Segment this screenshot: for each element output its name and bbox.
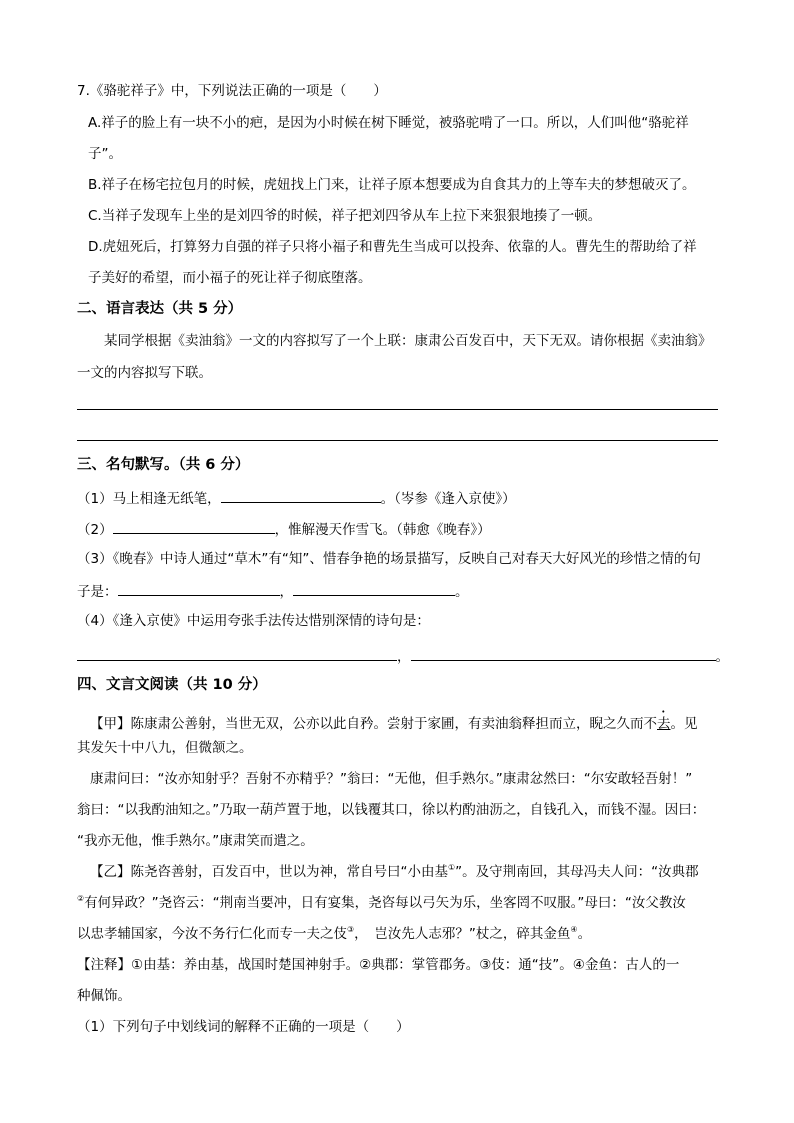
passage-jia-text-c: 。见 bbox=[670, 716, 698, 732]
passage-jia-line-4: 翁曰：“以我酌油知之。”乃取一葫芦置于地，以钱覆其口，徐以杓酌油沥之，自钱孔入，而钱不湿。因曰： bbox=[77, 802, 706, 818]
recitation-q1-blank[interactable] bbox=[221, 488, 381, 503]
passage-jia-underlined-word: 去 bbox=[657, 716, 671, 732]
recitation-q3-line-1: （3）《晚春》中诗人通过“草木”有“知”、惜春争艳的场景描写，反映自己对春天大好风光的珍惜之情的句 bbox=[77, 551, 701, 567]
recitation-q3-blank-1[interactable] bbox=[118, 581, 280, 596]
passage-yi-line-2 bbox=[77, 894, 686, 912]
passage-yi-line-1 bbox=[90, 863, 699, 881]
recitation-q4-blank-1[interactable] bbox=[77, 646, 397, 661]
section-2-title: 二、语言表达（共 5 分） bbox=[77, 301, 243, 317]
section-3-title: 三、名句默写。（共 6 分） bbox=[77, 457, 250, 473]
recitation-q1-text-a: （1）马上相逢无纸笔， bbox=[77, 491, 221, 507]
section-2-prompt-line-2: 一文的内容拟写下联。 bbox=[77, 365, 212, 381]
passage-yi-text-3c: 。 bbox=[577, 926, 592, 942]
passage-question-1: （1）下列句子中划线词的解释不正确的一项是（ ） bbox=[77, 1019, 410, 1035]
passage-jia-line-5: “我亦无他，惟手熟尔。”康肃笑而遣之。 bbox=[77, 833, 314, 849]
passage-yi-text-3b: ， 岂汝先人志邪？”杖之，碎其金鱼 bbox=[354, 926, 571, 942]
passage-yi-text-b: ”。及守荆南回，其母冯夫人问：“汝典郡 bbox=[455, 864, 699, 880]
recitation-q4-text-c: 。 bbox=[715, 649, 729, 665]
answer-line-1[interactable] bbox=[77, 409, 718, 410]
passage-yi-text-3a: 以忠孝辅国家，今汝不务行仁化而专一夫之伎 bbox=[77, 926, 347, 942]
section-2-prompt-line-1: 某同学根据《卖油翁》一文的内容拟写了一个上联：康肃公百发百中，天下无双。请你根据《卖油翁》 bbox=[104, 333, 712, 349]
passage-jia-line-1 bbox=[90, 708, 698, 733]
recitation-q3-blank-2[interactable] bbox=[293, 581, 455, 596]
annotation-line-1: 【注释】①由基：养由基，战国时楚国神射手。②典郡：掌管郡务。③伎：通“技”。④金鱼：古人的一 bbox=[77, 957, 680, 973]
recitation-q1-text-b: 。（岑参《逢入京使》） bbox=[380, 491, 516, 507]
footnote-marker-2: ② bbox=[77, 894, 85, 903]
passage-jia-text-a: 【甲】陈康肃公善射，当世无双，公亦以此自矜。尝射于家圃，有卖油翁释担而立，睨之久而不 bbox=[90, 716, 657, 732]
recitation-q3-text-b: ， bbox=[279, 584, 293, 600]
recitation-q2-text-a: （2） bbox=[77, 522, 113, 538]
recitation-q2-blank[interactable] bbox=[113, 519, 275, 534]
option-a-line-2: 子”。 bbox=[88, 146, 122, 162]
passage-jia-line-2: 其发矢十中八九，但微颔之。 bbox=[77, 740, 253, 756]
recitation-q3-text-a: 子是： bbox=[77, 584, 118, 600]
footnote-marker-1: ① bbox=[448, 863, 456, 872]
option-d-line-2: 子美好的希望，而小福子的死让祥子彻底堕落。 bbox=[88, 270, 372, 286]
recitation-q3-line-2 bbox=[77, 581, 469, 601]
passage-yi-line-3 bbox=[77, 925, 591, 943]
recitation-q2 bbox=[77, 519, 491, 539]
option-c: C.当祥子发现车上坐的是刘四爷的时候，祥子把刘四爷从车上拉下来狠狠地揍了一顿。 bbox=[88, 208, 602, 224]
option-a-line-1: A.祥子的脸上有一块不小的疤，是因为小时候在树下睡觉，被骆驼啃了一口。所以，人们叫他“骆驼祥 bbox=[88, 115, 689, 131]
footnote-marker-3: ③ bbox=[347, 925, 355, 934]
recitation-q4-line-1: （4）《逢入京使》中运用夸张手法传达惜别深情的诗句是： bbox=[77, 613, 430, 629]
option-b: B.祥子在杨宅拉包月的时候，虎妞找上门来，让祥子原本想要成为自食其力的上等车夫的梦想破灭了。 bbox=[88, 177, 696, 193]
answer-line-2[interactable] bbox=[77, 440, 718, 441]
passage-yi-text-a: 【乙】陈尧咨善射，百发百中，世以为神，常自号曰“小由基 bbox=[90, 864, 448, 880]
option-d-line-1: D.虎妞死后，打算努力自强的祥子只将小福子和曹先生当成可以投奔、依靠的人。曹先生的帮助给了祥 bbox=[88, 239, 697, 255]
recitation-q4-blank-2[interactable] bbox=[411, 646, 716, 661]
recitation-q2-text-b: ，惟解漫天作雪飞。（韩愈《晚春》） bbox=[274, 522, 491, 538]
footnote-marker-4: ④ bbox=[570, 925, 578, 934]
annotation-line-2: 种佩饰。 bbox=[77, 988, 131, 1004]
question-7-stem: 7.《骆驼祥子》中，下列说法正确的一项是（ ） bbox=[77, 83, 387, 99]
recitation-q3-text-c: 。 bbox=[455, 584, 469, 600]
recitation-q1 bbox=[77, 488, 516, 508]
recitation-q4-line-2 bbox=[77, 646, 729, 666]
passage-yi-text-2: 有何异政？”尧咨云：“荆南当要冲，日有宴集，尧咨每以弓矢为乐，坐客罔不叹服。”母曰：“汝父教汝 bbox=[84, 895, 686, 911]
passage-jia-line-3: 康肃问曰：“汝亦知射乎？吾射不亦精乎？”翁曰：“无他，但手熟尔。”康肃忿然曰：“尔安敢轻吾射！” bbox=[90, 771, 693, 787]
section-4-title: 四、文言文阅读（共 10 分） bbox=[77, 677, 267, 693]
recitation-q4-text-b: ， bbox=[397, 649, 411, 665]
